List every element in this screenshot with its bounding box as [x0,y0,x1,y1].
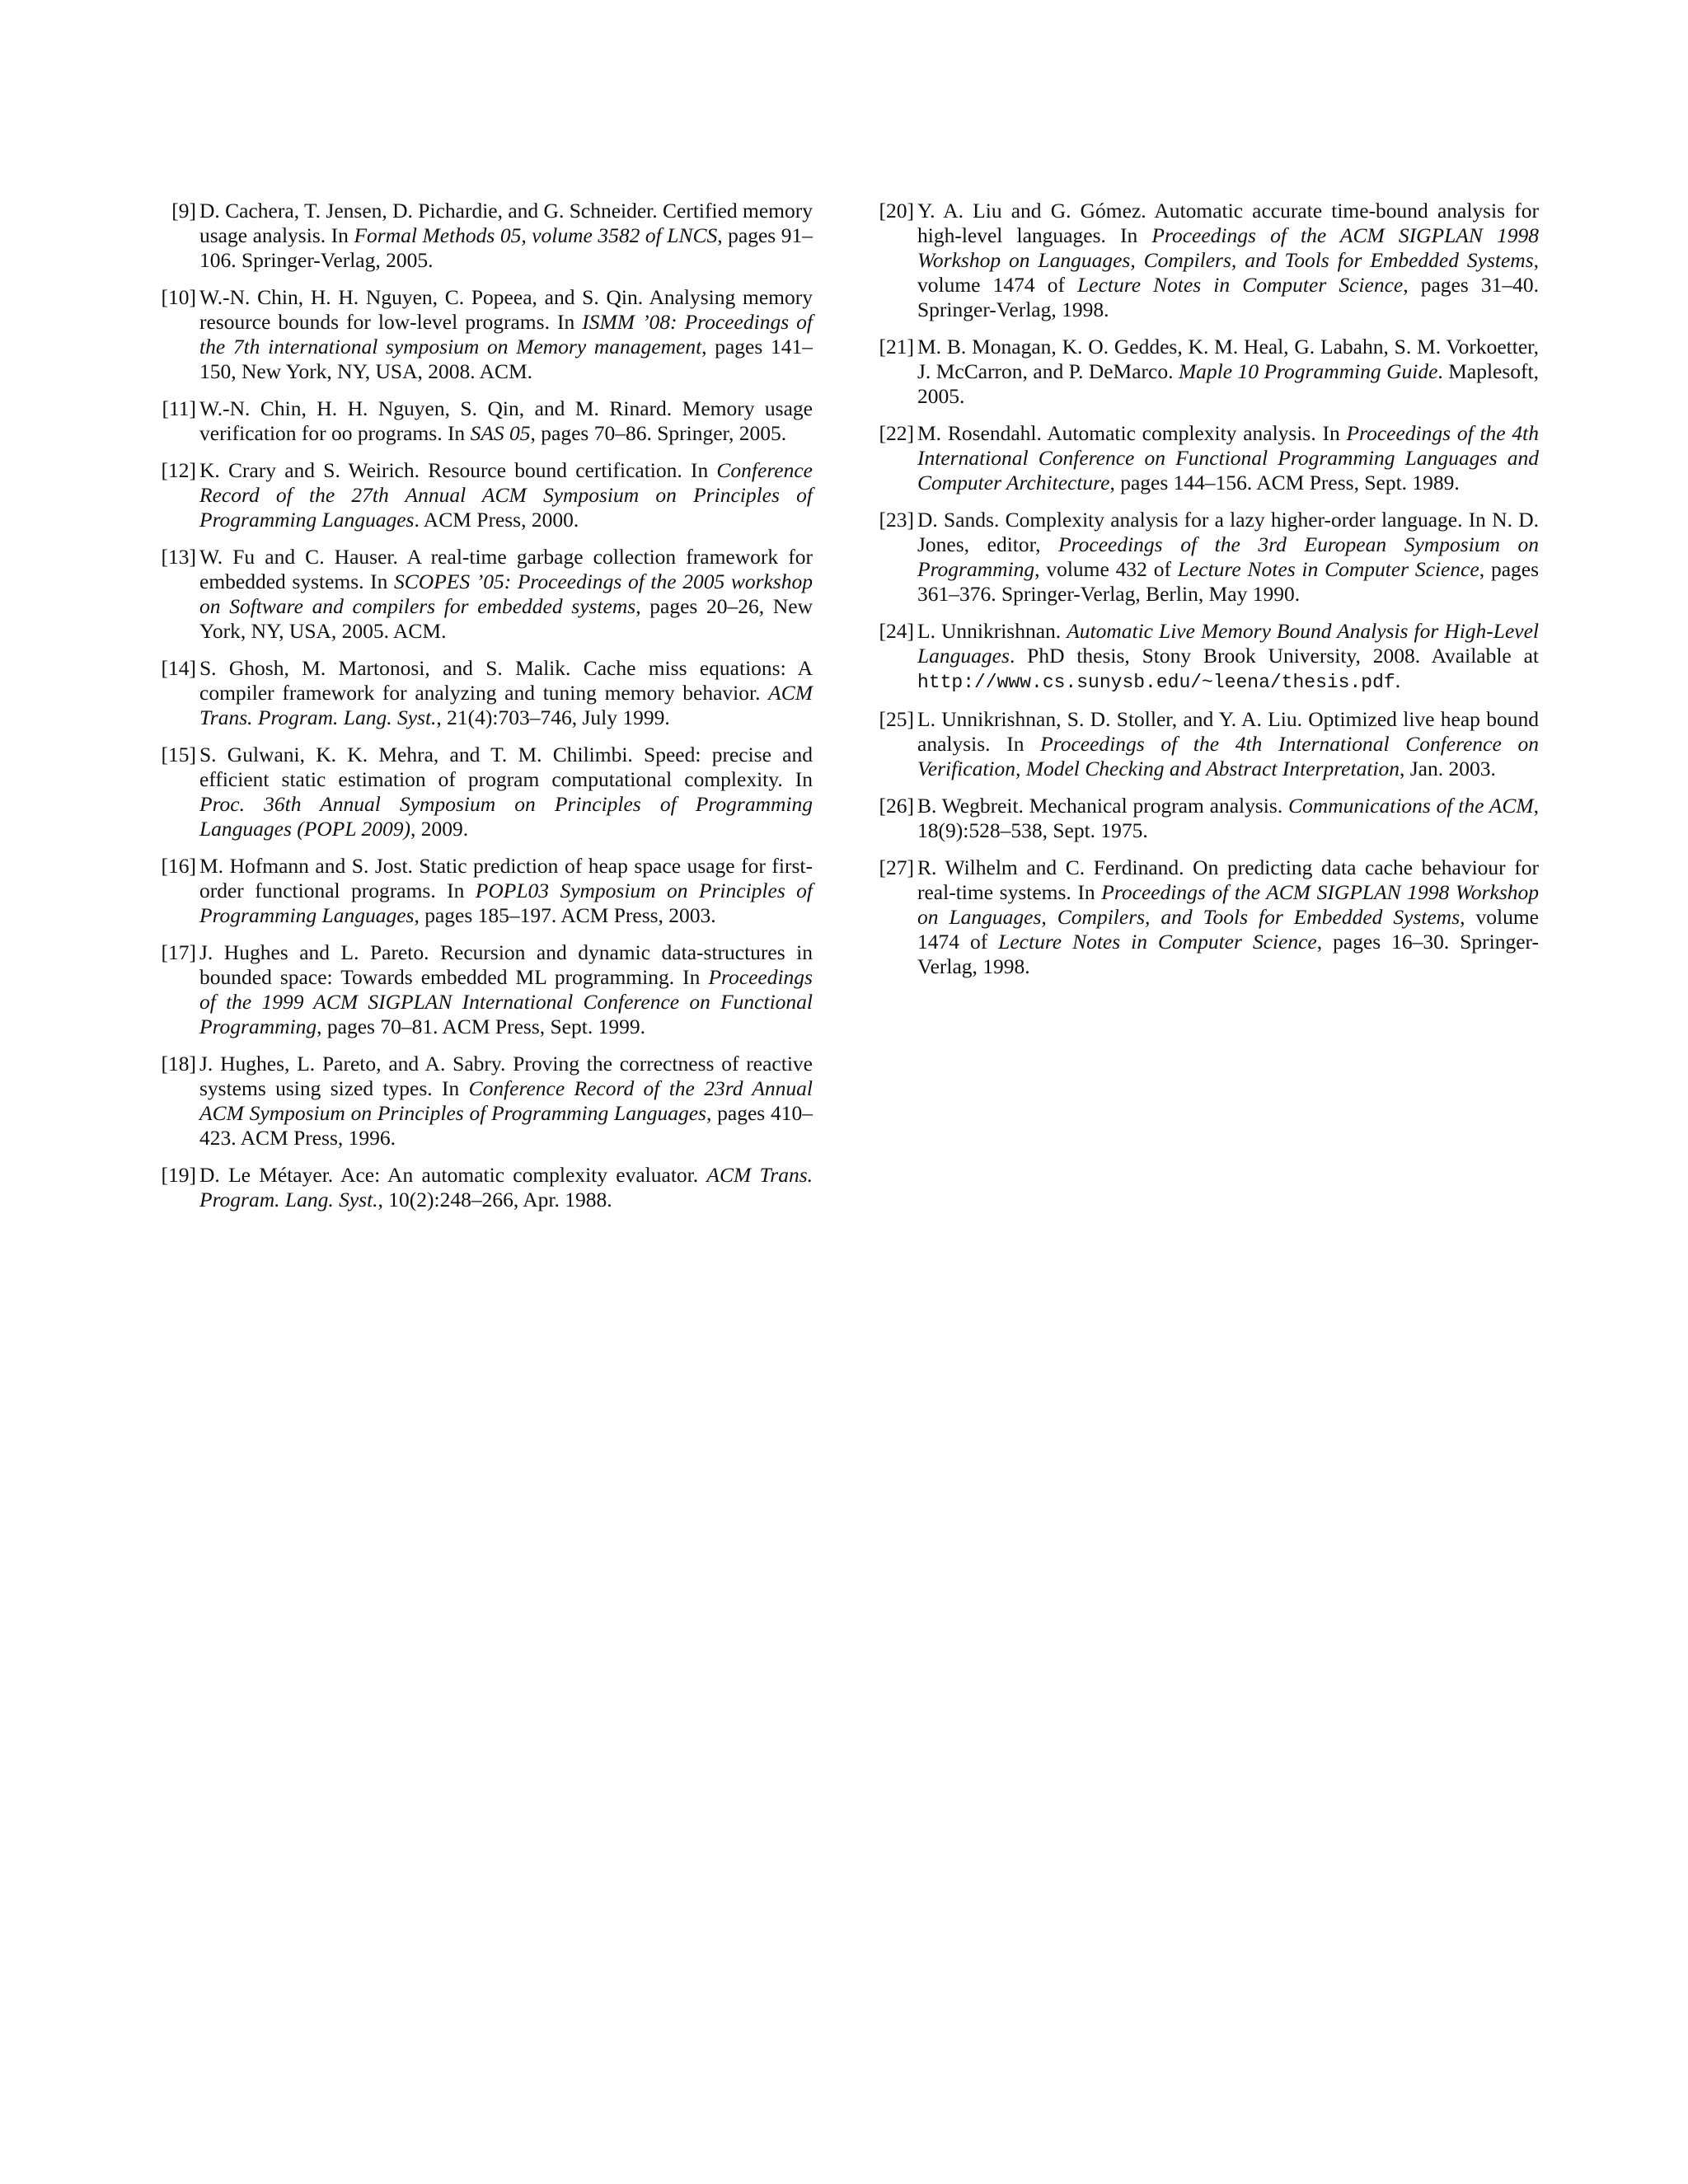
reference-segment: . ACM Press, 2000. [414,508,579,532]
reference-number: [16] [161,854,196,878]
reference-segment: J. Hughes and L. Pareto. Recursion and dynamic data-structures in bounded space: Towards embedded ML programming. In [199,940,813,989]
reference-segment: L. Unnikrishnan, S. D. Stoller, and Y. A. Liu. Optimized live heap bound analysis. In [917,707,1539,756]
reference-text [917,199,1539,321]
reference-entry [871,707,1539,781]
reference-segment: W.-N. Chin, H. H. Nguyen, S. Qin, and M. Rinard. Memory usage verification for oo programs. In [199,396,813,445]
reference-segment: , pages 144–156. ACM Press, Sept. 1989. [1109,471,1460,494]
reference-italic-segment: Proceedings of the 4th International Conference on Verification, Model Checking and Abstract Interpretation [917,732,1539,780]
reference-segment: , pages 410–423. ACM Press, 1996. [199,1101,813,1150]
reference-segment: , pages 185–197. ACM Press, 2003. [414,903,716,927]
reference-italic-segment: ACM Trans. Program. Lang. Syst. [199,681,813,729]
reference-segment: , pages 16–30. Springer-Verlag, 1998. [917,930,1539,978]
reference-text [917,794,1539,842]
reference-segment: , 18(9):528–538, Sept. 1975. [917,794,1539,842]
reference-italic-segment: POPL03 Symposium on Principles of Programming Languages [199,879,813,927]
reference-entry [153,1163,813,1212]
reference-text [917,335,1539,408]
reference-text [917,707,1539,780]
reference-number: [13] [161,545,196,569]
reference-segment: D. Cachera, T. Jensen, D. Pichardie, and G. Schneider. Certified memory usage analysis. In [199,199,814,247]
reference-segment: , pages 20–26, New York, NY, USA, 2005. ACM. [199,594,813,643]
reference-italic-segment: Lecture Notes in Computer Science [998,930,1317,954]
reference-segment: K. Crary and S. Weirich. Resource bound certification. In [199,458,717,482]
reference-italic-segment: Automatic Live Memory Bound Analysis for High-Level Languages [917,619,1539,668]
reference-segment: . Maplesoft, 2005. [917,359,1540,408]
reference-number: [19] [161,1163,196,1187]
reference-entry [153,743,813,841]
reference-italic-segment: Proceedings of the ACM SIGPLAN 1998 Workshop on Languages, Compilers, and Tools for Embedded Systems [917,223,1539,272]
reference-number: [18] [161,1052,196,1076]
reference-segment: , 21(4):703–746, July 1999. [436,705,670,729]
reference-number: [23] [879,508,914,532]
reference-entry [871,619,1539,695]
reference-segment: Y. A. Liu and G. Gómez. Automatic accurate time-bound analysis for high-level languages. In [917,199,1539,247]
reference-text [917,855,1539,978]
reference-text [199,458,813,532]
reference-italic-segment: Proc. 36th Annual Symposium on Principles of Programming Languages (POPL 2009) [199,792,813,841]
reference-segment: B. Wegbreit. Mechanical program analysis. [917,794,1289,818]
reference-segment: S. Gulwani, K. K. Mehra, and T. M. Chilimbi. Speed: precise and efficient static estimation of program computational complexity. In [199,743,813,791]
reference-entry [153,1052,813,1151]
reference-entry [153,285,813,384]
reference-italic-segment: Proceedings of the ACM SIGPLAN 1998 Workshop on Languages, Compilers, and Tools for Embedded Systems [917,880,1540,929]
reference-segment: S. Ghosh, M. Martonosi, and S. Malik. Cache miss equations: A compiler framework for analyzing and tuning memory behavior. [199,656,813,705]
references-right-column [871,199,1539,991]
reference-segment: , volume 1474 of [917,248,1539,297]
reference-entry [871,199,1539,322]
reference-segment: R. Wilhelm and C. Ferdinand. On predicting data cache behaviour for real-time systems. In [917,855,1539,904]
reference-segment: J. Hughes, L. Pareto, and A. Sabry. Proving the correctness of reactive systems using sized types. In [199,1052,813,1100]
reference-segment: , pages 91–106. Springer-Verlag, 2005. [199,223,813,272]
reference-segment: , pages 141–150, New York, NY, USA, 2008. ACM. [199,335,813,383]
reference-number: [15] [161,743,196,766]
reference-segment: D. Le Métayer. Ace: An automatic complexity evaluator. [199,1163,707,1187]
reference-number: [20] [879,199,914,223]
reference-italic-segment: Lecture Notes in Computer Science [1177,557,1479,581]
reference-text [199,940,813,1038]
reference-italic-segment: Proceedings of the 3rd European Symposium on Programming [917,532,1539,581]
reference-italic-segment: Conference Record of the 23rd Annual ACM Symposium on Principles of Programming Languages [199,1076,813,1125]
reference-number: [9] [171,199,196,223]
reference-italic-segment: Proceedings of the 4th International Conference on Functional Programming Languages and Computer Architecture [917,421,1540,494]
reference-text [199,854,813,927]
reference-entry [153,854,813,928]
reference-number: [11] [162,396,196,420]
reference-number: [25] [879,707,914,731]
reference-italic-segment: Conference Record of the 27th Annual ACM Symposium on Principles of Programming Languages [199,458,813,532]
reference-number: [27] [879,855,914,879]
reference-entry [153,545,813,644]
reference-segment: , 2009. [410,817,469,841]
reference-segment: W. Fu and C. Hauser. A real-time garbage collection framework for embedded systems. In [199,545,813,593]
references-left-column [153,199,813,1225]
reference-entry [871,794,1539,843]
reference-text [199,199,813,272]
reference-text [199,396,813,445]
reference-italic-segment: SCOPES ’05: Proceedings of the 2005 workshop on Software and compilers for embedded systems [199,569,813,618]
reference-number: [10] [161,285,196,309]
reference-segment: M. B. Monagan, K. O. Geddes, K. M. Heal, G. Labahn, S. M. Vorkoetter, J. McCarron, and P. DeMarco. [917,335,1539,383]
reference-italic-segment: ISMM ’08: Proceedings of the 7th international symposium on Memory management [199,310,814,359]
reference-segment: , pages 70–86. Springer, 2005. [530,421,787,445]
reference-segment: , volume 1474 of [917,905,1539,954]
reference-italic-segment: Maple 10 Programming Guide [1178,359,1438,383]
reference-number: [26] [879,794,914,818]
reference-segment: , 10(2):248–266, Apr. 1988. [377,1188,612,1212]
reference-segment: M. Rosendahl. Automatic complexity analysis. In [917,421,1347,445]
reference-segment: L. Unnikrishnan. [917,619,1067,643]
reference-text [199,1052,813,1150]
reference-segment: D. Sands. Complexity analysis for a lazy higher-order language. In N. D. Jones, editor, [917,508,1539,556]
reference-italic-segment: Formal Methods 05, volume 3582 of LNCS [354,223,718,247]
reference-url: http://www.cs.sunysb.edu/~leena/thesis.pdf [917,672,1395,693]
reference-segment: M. Hofmann and S. Jost. Static prediction of heap space usage for first-order functional programs. In [199,854,813,902]
reference-number: [21] [879,335,914,359]
reference-text [199,285,813,383]
reference-entry [871,508,1539,607]
reference-text [199,1163,813,1212]
reference-entry [153,940,813,1039]
reference-number: [17] [161,940,196,964]
reference-entry [871,855,1539,979]
reference-entry [153,396,813,446]
reference-italic-segment: Communications of the ACM [1288,794,1534,818]
reference-segment: , Jan. 2003. [1400,757,1496,780]
reference-segment: , volume 432 of [1034,557,1178,581]
reference-number: [22] [879,421,914,445]
reference-text [917,421,1539,494]
reference-number: [24] [879,619,914,643]
reference-number: [12] [161,458,196,482]
reference-italic-segment: Lecture Notes in Computer Science [1077,273,1404,297]
reference-text [199,545,813,643]
reference-entry [153,199,813,273]
reference-text [917,508,1539,606]
reference-segment: . PhD thesis, Stony Brook University, 2008. Available at [1009,644,1539,668]
reference-italic-segment: SAS 05 [470,421,531,445]
reference-entry [871,335,1539,409]
reference-italic-segment: Proceedings of the 1999 ACM SIGPLAN International Conference on Functional Programming [199,965,813,1038]
reference-segment: , pages 361–376. Springer-Verlag, Berlin, May 1990. [917,557,1539,606]
reference-segment: . [1395,668,1401,692]
reference-segment: , pages 31–40. Springer-Verlag, 1998. [917,273,1539,321]
reference-entry [153,656,813,730]
reference-text [917,619,1539,692]
reference-entry [153,458,813,532]
reference-italic-segment: ACM Trans. Program. Lang. Syst. [199,1163,814,1212]
reference-entry [871,421,1539,495]
reference-segment: , pages 70–81. ACM Press, Sept. 1999. [316,1015,645,1038]
reference-text [199,656,813,729]
reference-text [199,743,813,841]
reference-number: [14] [161,656,196,680]
reference-segment: W.-N. Chin, H. H. Nguyen, C. Popeea, and S. Qin. Analysing memory resource bounds for low-level programs. In [199,285,813,334]
